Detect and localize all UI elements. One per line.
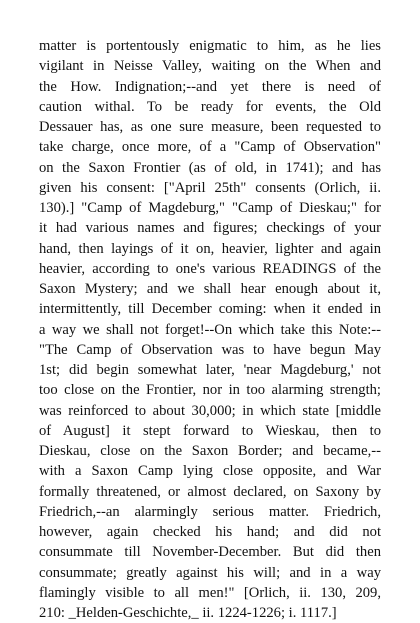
text-line: "The Camp of Observation was to have begun May xyxy=(39,341,381,358)
text-line: on the Saxon Frontier (as of old, in 1741); and has xyxy=(39,159,381,176)
text-line: it had various names and figures; checkings of your xyxy=(39,220,381,237)
text-line: of August] it stept forward to Wieskau, then to xyxy=(39,422,381,439)
text-line: Saxon Mystery; and we shall hear enough about it, xyxy=(39,281,381,297)
text-line: hand, then layings of it on, heavier, lighter and again xyxy=(39,240,381,257)
text-line: caution withal. To be ready for events, the Old xyxy=(39,98,381,115)
text-line: 210: _Helden-Geschichte,_ ii. 1224-1226; i. 1117.] xyxy=(39,605,337,621)
text-line: the How. Indignation;--and yet there is need of xyxy=(39,78,381,95)
text-line: Dessauer has, as one sure measure, been requested to xyxy=(39,119,381,135)
text-line: given his consent: ["April 25th" consents (Orlich, ii. xyxy=(39,179,381,196)
text-line: was reinforced to about 30,000; in which state [middle xyxy=(39,402,381,419)
text-line: Friedrich,--an alarmingly serious matter. Friedrich, xyxy=(39,503,381,520)
text-line: intermittently, till December coming: when it ended in xyxy=(39,301,381,318)
text-line: 130).] "Camp of Magdeburg," "Camp of Dieskau;" for xyxy=(39,200,381,216)
text-line: a way we shall not forget!--On which take this Note:-- xyxy=(39,321,381,338)
text-line: heavier, according to one's various READINGS of the xyxy=(39,260,381,277)
text-line: formally threatened, or almost declared, on Saxony by xyxy=(39,483,381,500)
body-text xyxy=(39,36,381,623)
text-line: with a Saxon Camp lying close opposite, and War xyxy=(39,463,381,480)
text-line: however, again checked his hand; and did not xyxy=(39,524,381,540)
text-line: consummate till November-December. But did then xyxy=(39,544,381,561)
text-line: Dieskau, close on the Saxon Border; and became,-- xyxy=(39,443,381,459)
text-line: consummate; greatly against his will; and in a way xyxy=(39,564,381,581)
text-line: take charge, once more, of a "Camp of Observation" xyxy=(39,139,381,156)
text-line: vigilant in Neisse Valley, waiting on the When and xyxy=(39,58,381,75)
text-line: too close on the Frontier, nor in too alarming strength; xyxy=(39,382,381,399)
text-line: 1st; did begin somewhat later, 'near Magdeburg,' not xyxy=(39,362,381,378)
text-line: flamingly visible to all men!" [Orlich, ii. 130, 209, xyxy=(39,584,381,601)
text-line: matter is portentously enigmatic to him, as he lies xyxy=(39,38,381,54)
